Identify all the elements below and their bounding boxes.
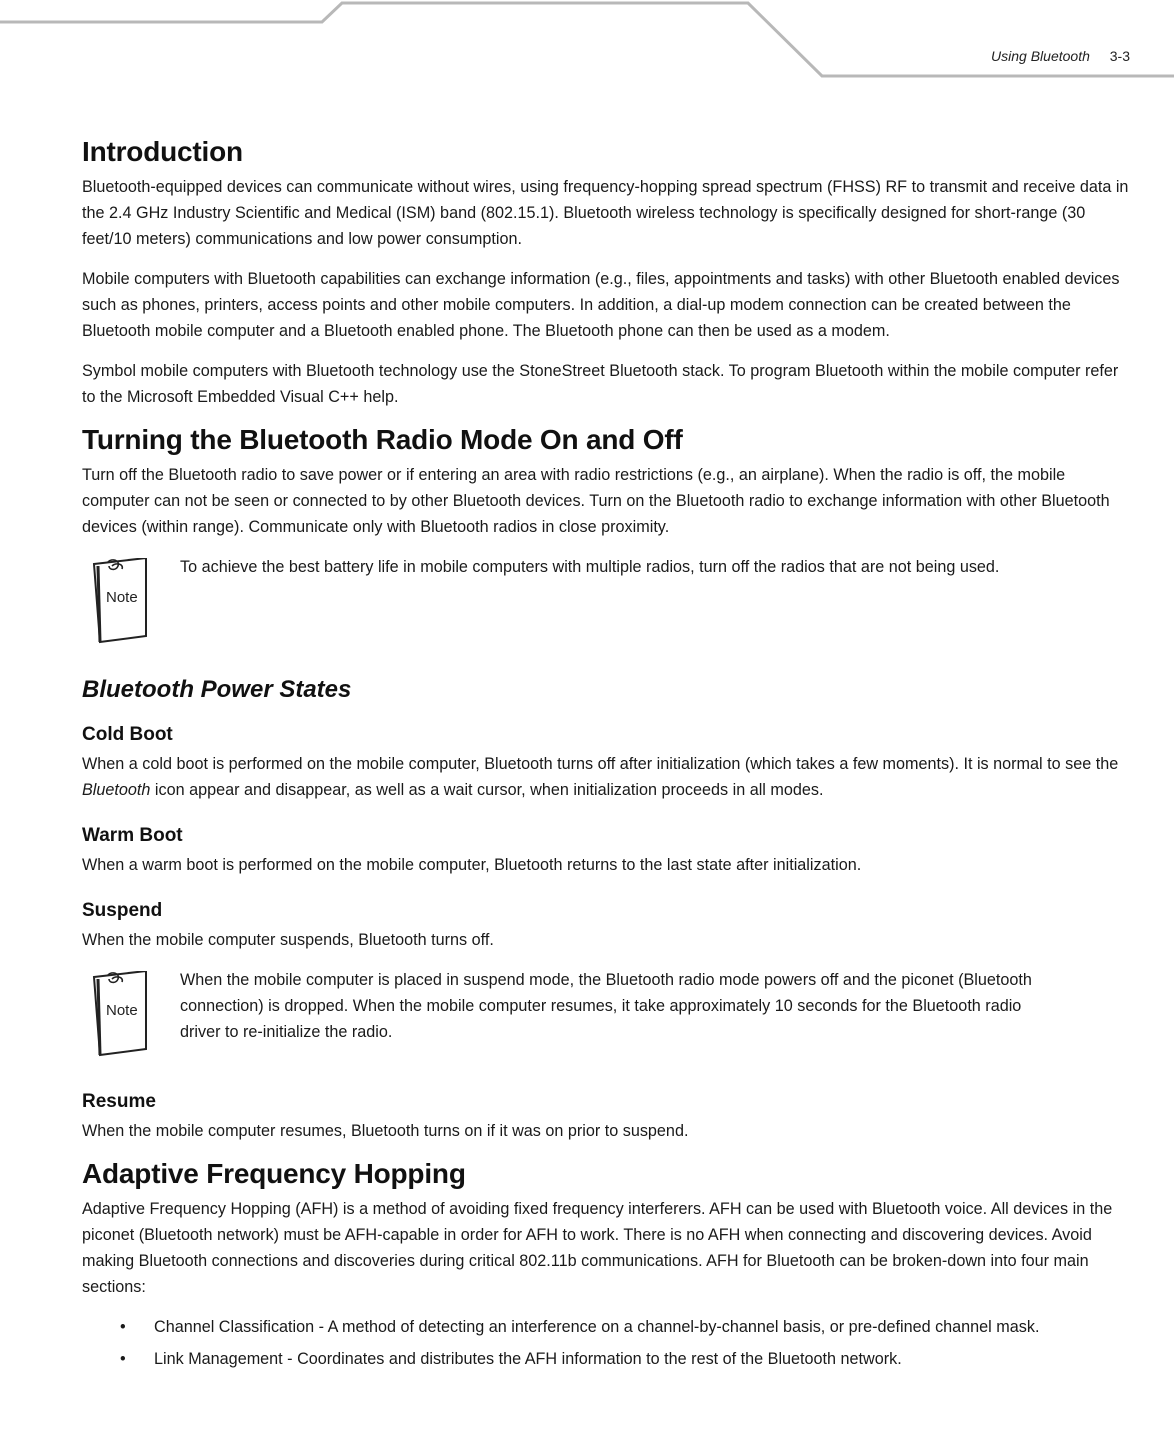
heading-resume: Resume: [82, 1091, 156, 1112]
warm-boot-paragraph: When a warm boot is performed on the mobile computer, Bluetooth returns to the last state after initialization.: [82, 856, 862, 874]
bluetooth-emphasis: Bluetooth: [82, 781, 151, 799]
page-content: [82, 136, 1132, 1378]
list-item-text: Channel Classification - A method of detecting an interference on a channel-by-channel basis, or pre-defined channel mask.: [154, 1318, 1040, 1336]
resume-paragraph: When the mobile computer resumes, Bluetooth turns on if it was on prior to suspend.: [82, 1122, 689, 1140]
heading-radio-mode: Turning the Bluetooth Radio Mode On and Off: [82, 424, 683, 455]
list-item: [82, 1314, 1132, 1340]
note-icon: [88, 558, 152, 644]
intro-paragraph-1: Bluetooth-equipped devices can communicate without wires, using frequency-hopping spread spectrum (FHSS) RF to transmit and receive data in the 2.4 GHz Industry Scientific and Medical (ISM) band (802.15.1). Bluetooth wireless technology is specifically designed for short-range (30 feet/10 meters) communications and low power consumption.: [82, 178, 1129, 248]
list-item-text: Link Management - Coordinates and distributes the AFH information to the rest of the Bluetooth network.: [154, 1350, 902, 1368]
heading-power-states: Bluetooth Power States: [82, 676, 352, 703]
intro-paragraph-3: Symbol mobile computers with Bluetooth technology use the StoneStreet Bluetooth stack. To program Bluetooth within the mobile computer refer to the Microsoft Embedded Visual C++ help.: [82, 362, 1119, 406]
list-item: [82, 1346, 1132, 1372]
cold-boot-text-2: icon appear and disappear, as well as a wait cursor, when initialization proceeds in all modes.: [150, 781, 824, 799]
heading-introduction: Introduction: [82, 136, 243, 167]
running-head-title: Using Bluetooth: [991, 48, 1090, 64]
running-head: [991, 48, 1130, 64]
note-icon-label: Note: [106, 589, 138, 606]
heading-afh: Adaptive Frequency Hopping: [82, 1158, 466, 1189]
bullet-icon: •: [120, 1350, 126, 1368]
bullet-icon: •: [120, 1318, 126, 1336]
heading-cold-boot: Cold Boot: [82, 724, 173, 745]
note-suspend-text: When the mobile computer is placed in suspend mode, the Bluetooth radio mode powers off and the piconet (Bluetooth connection) is dropped. When the mobile computer resumes, it take approximately 10 seconds for the Bluetooth radio driver to re-initialize the radio.: [180, 971, 1032, 1041]
afh-paragraph: Adaptive Frequency Hopping (AFH) is a method of avoiding fixed frequency interferers. AFH can be used with Bluetooth voice. All devices in the piconet (Bluetooth network) must be AFH-capable in order for AFH to work. There is no AFH when connecting and discovering devices. Avoid making Bluetooth connections and discoveries during critical 802.11b communications. AFH for Bluetooth can be broken-down into four main sections:: [82, 1200, 1113, 1296]
note-icon-label: Note: [106, 1002, 138, 1019]
cold-boot-text-1: When a cold boot is performed on the mobile computer, Bluetooth turns off after initialization (which takes a few moments). It is normal to see the: [82, 755, 1119, 773]
note-battery: [82, 554, 1132, 646]
cold-boot-paragraph: [82, 751, 1132, 803]
note-icon: [88, 971, 152, 1057]
suspend-paragraph: When the mobile computer suspends, Bluetooth turns off.: [82, 931, 494, 949]
note-battery-text: To achieve the best battery life in mobile computers with multiple radios, turn off the radios that are not being used.: [180, 558, 1000, 576]
note-suspend: [82, 967, 1132, 1059]
header-tab-decoration: [0, 0, 1174, 80]
radio-mode-paragraph: Turn off the Bluetooth radio to save power or if entering an area with radio restrictions (e.g., an airplane). When the radio is off, the mobile computer can not be seen or connected to by other Bluetooth devices. Turn on the Bluetooth radio to exchange information with other Bluetooth devices (within range). Communicate only with Bluetooth radios in close proximity.: [82, 466, 1110, 536]
page-number: 3-3: [1109, 48, 1130, 64]
intro-paragraph-2: Mobile computers with Bluetooth capabilities can exchange information (e.g., files, appointments and tasks) with other Bluetooth enabled devices such as phones, printers, access points and other mobile computers. In addition, a dial-up modem connection can be created between the Bluetooth mobile computer and a Bluetooth enabled phone. The Bluetooth phone can then be used as a modem.: [82, 270, 1120, 340]
heading-warm-boot: Warm Boot: [82, 825, 183, 846]
afh-bullet-list: [82, 1314, 1132, 1372]
heading-suspend: Suspend: [82, 900, 163, 921]
